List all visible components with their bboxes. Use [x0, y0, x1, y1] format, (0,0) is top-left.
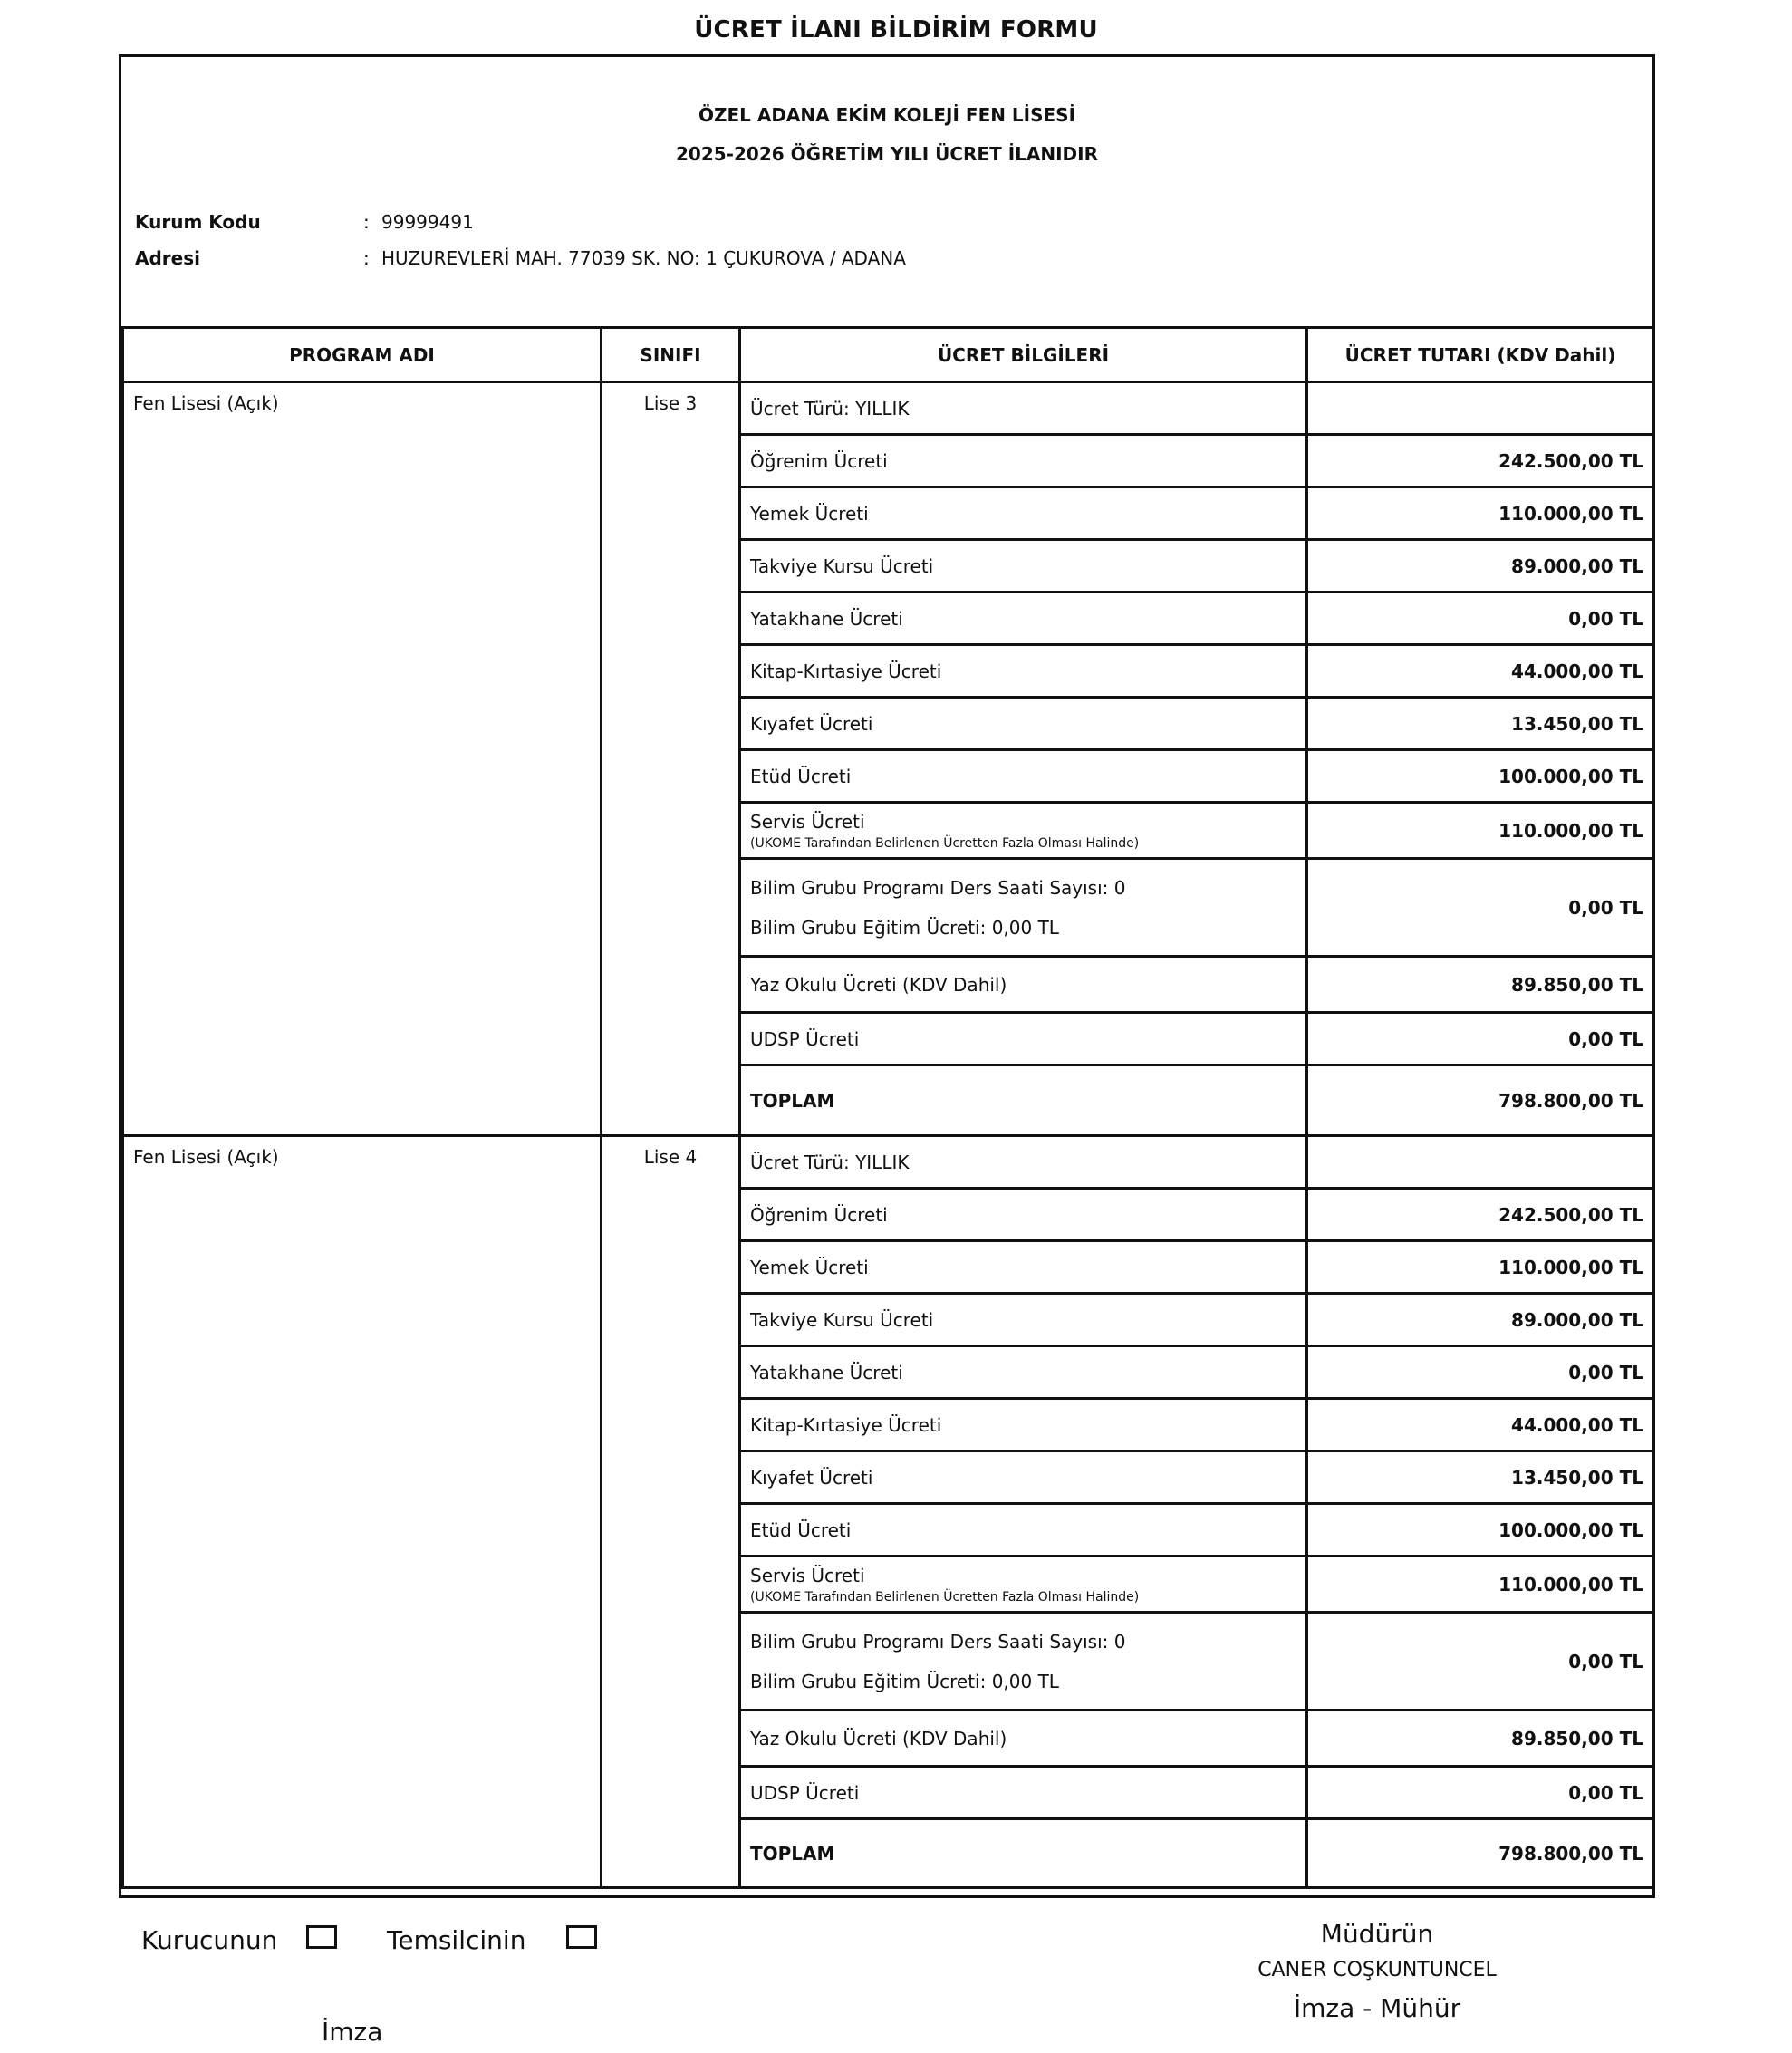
fee-amount: 89.000,00 TL — [1307, 540, 1654, 593]
bilim-cell — [740, 859, 1307, 957]
adres-label: Adresi — [135, 247, 200, 269]
mudurun-label: Müdürün — [1320, 1919, 1434, 1949]
fee-amount: 89.850,00 TL — [1307, 957, 1654, 1013]
kurum-kodu-value: 99999491 — [381, 211, 474, 233]
servis-cell — [740, 1557, 1307, 1613]
separator: : — [363, 247, 370, 269]
fee-label: Kıyafet Ücreti — [740, 1451, 1307, 1504]
kurucunun-label: Kurucunun — [141, 1925, 278, 1955]
program-name: Fen Lisesi (Açık) — [123, 382, 602, 1136]
school-name: ÖZEL ADANA EKİM KOLEJİ FEN LİSESİ — [698, 104, 1076, 126]
fee-label: Yemek Ücreti — [740, 1241, 1307, 1294]
kurum-kodu-label: Kurum Kodu — [135, 211, 261, 233]
separator: : — [363, 211, 370, 233]
form-title: ÜCRET İLANI BİLDİRİM FORMU — [694, 16, 1098, 43]
fee-label: Öğrenim Ücreti — [740, 1189, 1307, 1241]
servis-label: Servis Ücreti — [750, 810, 865, 833]
program-name: Fen Lisesi (Açık) — [123, 1136, 602, 1888]
temsilcinin-checkbox[interactable] — [566, 1925, 597, 1949]
fee-amount — [1307, 382, 1654, 435]
fee-type: Ücret Türü: YILLIK — [740, 382, 1307, 435]
table-row — [123, 1136, 1654, 1189]
fee-label: Yaz Okulu Ücreti (KDV Dahil) — [740, 1711, 1307, 1767]
class-name: Lise 3 — [602, 382, 740, 1136]
fee-label: Takviye Kursu Ücreti — [740, 540, 1307, 593]
imza-muhur-label: İmza - Mühür — [1293, 1993, 1461, 2023]
fee-label: UDSP Ücreti — [740, 1013, 1307, 1065]
fee-label: Kıyafet Ücreti — [740, 698, 1307, 750]
servis-note: (UKOME Tarafından Belirlenen Ücretten Fazla Olması Halinde) — [750, 835, 1140, 851]
bilim-cell — [740, 1613, 1307, 1711]
fee-amount: 110.000,00 TL — [1307, 487, 1654, 540]
fee-label: UDSP Ücreti — [740, 1767, 1307, 1819]
imza-label: İmza — [322, 2017, 383, 2047]
fee-amount — [1307, 1136, 1654, 1189]
fee-amount: 44.000,00 TL — [1307, 645, 1654, 698]
fee-amount: 100.000,00 TL — [1307, 750, 1654, 803]
fee-label: Etüd Ücreti — [740, 750, 1307, 803]
fee-label: Yaz Okulu Ücreti (KDV Dahil) — [740, 957, 1307, 1013]
director-name: CANER COŞKUNTUNCEL — [1257, 1959, 1497, 1981]
total-label: TOPLAM — [740, 1065, 1307, 1136]
class-name: Lise 4 — [602, 1136, 740, 1888]
fee-amount: 0,00 TL — [1307, 859, 1654, 957]
fee-label: Yemek Ücreti — [740, 487, 1307, 540]
fee-label: Yatakhane Ücreti — [740, 593, 1307, 645]
header-program: PROGRAM ADI — [123, 328, 602, 382]
fee-amount: 242.500,00 TL — [1307, 1189, 1654, 1241]
bilim-line-2: Bilim Grubu Eğitim Ücreti: 0,00 TL — [750, 1670, 1059, 1692]
table-row — [123, 382, 1654, 435]
fee-amount: 110.000,00 TL — [1307, 1557, 1654, 1613]
fee-label: Öğrenim Ücreti — [740, 435, 1307, 487]
header-fee-amount: ÜCRET TUTARI (KDV Dahil) — [1307, 328, 1654, 382]
fee-amount: 0,00 TL — [1307, 593, 1654, 645]
header-fee-info: ÜCRET BİLGİLERİ — [740, 328, 1307, 382]
total-amount: 798.800,00 TL — [1307, 1819, 1654, 1888]
temsilcinin-label: Temsilcinin — [387, 1925, 526, 1955]
institution-info — [121, 57, 1652, 329]
fee-amount: 13.450,00 TL — [1307, 1451, 1654, 1504]
kurucunun-checkbox[interactable] — [306, 1925, 337, 1949]
fee-amount: 0,00 TL — [1307, 1013, 1654, 1065]
fee-amount: 44.000,00 TL — [1307, 1399, 1654, 1451]
fee-amount: 13.450,00 TL — [1307, 698, 1654, 750]
bilim-line-2: Bilim Grubu Eğitim Ücreti: 0,00 TL — [750, 916, 1059, 939]
fee-amount: 0,00 TL — [1307, 1767, 1654, 1819]
fee-table — [121, 326, 1655, 1889]
fee-amount: 0,00 TL — [1307, 1346, 1654, 1399]
form-frame — [119, 54, 1655, 1898]
fee-label: Kitap-Kırtasiye Ücreti — [740, 645, 1307, 698]
announcement-title: 2025-2026 ÖĞRETİM YILI ÜCRET İLANIDIR — [676, 143, 1098, 165]
fee-amount: 89.000,00 TL — [1307, 1294, 1654, 1346]
table-header-row — [123, 328, 1654, 382]
fee-type: Ücret Türü: YILLIK — [740, 1136, 1307, 1189]
total-label: TOPLAM — [740, 1819, 1307, 1888]
fee-amount: 89.850,00 TL — [1307, 1711, 1654, 1767]
servis-note: (UKOME Tarafından Belirlenen Ücretten Fazla Olması Halinde) — [750, 1589, 1140, 1605]
fee-label: Etüd Ücreti — [740, 1504, 1307, 1557]
fee-amount: 100.000,00 TL — [1307, 1504, 1654, 1557]
fee-amount: 0,00 TL — [1307, 1613, 1654, 1711]
fee-amount: 110.000,00 TL — [1307, 1241, 1654, 1294]
fee-amount: 110.000,00 TL — [1307, 803, 1654, 859]
total-amount: 798.800,00 TL — [1307, 1065, 1654, 1136]
servis-label: Servis Ücreti — [750, 1564, 865, 1586]
bilim-line-1: Bilim Grubu Programı Ders Saati Sayısı: 0 — [750, 876, 1126, 899]
fee-amount: 242.500,00 TL — [1307, 435, 1654, 487]
adres-value: HUZUREVLERİ MAH. 77039 SK. NO: 1 ÇUKUROVA / ADANA — [381, 247, 906, 269]
fee-label: Yatakhane Ücreti — [740, 1346, 1307, 1399]
fee-label: Takviye Kursu Ücreti — [740, 1294, 1307, 1346]
bilim-line-1: Bilim Grubu Programı Ders Saati Sayısı: 0 — [750, 1630, 1126, 1653]
servis-cell — [740, 803, 1307, 859]
header-class: SINIFI — [602, 328, 740, 382]
fee-label: Kitap-Kırtasiye Ücreti — [740, 1399, 1307, 1451]
